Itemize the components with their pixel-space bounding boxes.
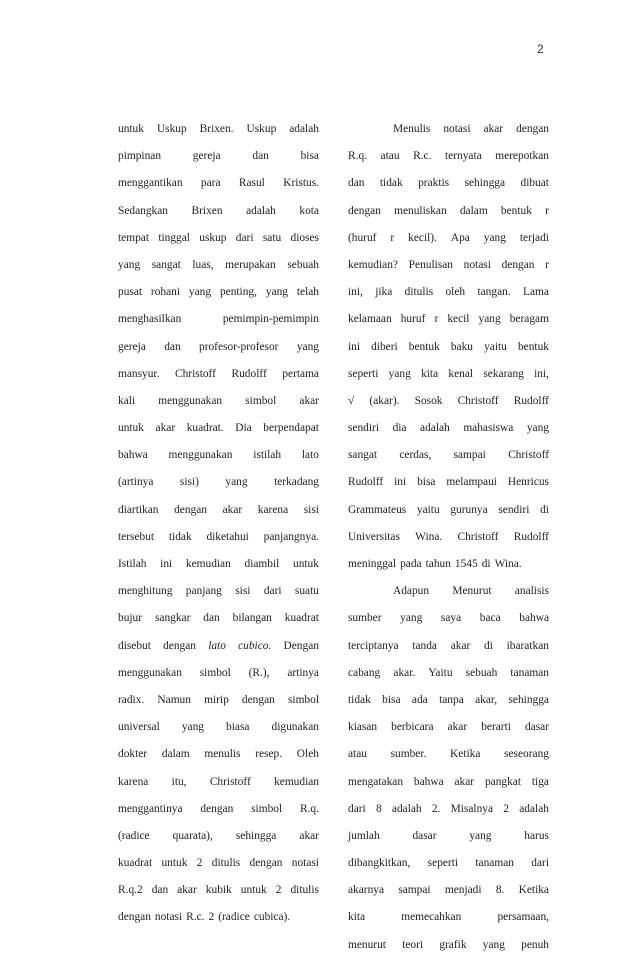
text-line: sumber yang saya baca bahwa bbox=[348, 612, 549, 625]
text-line: Rudolff ini bisa melampaui Henricus bbox=[348, 476, 549, 489]
text-line: (huruf r kecil). Apa yang terjadi bbox=[348, 231, 549, 244]
text-line: menghitung panjang sisi dari suatu bbox=[118, 585, 319, 598]
text-line: dari 8 adalah 2. Misalnya 2 adalah bbox=[348, 802, 549, 815]
text-line: √ (akar). Sosok Christoff Rudolff bbox=[348, 394, 549, 407]
text-line: radix. Namun mirip dengan simbol bbox=[118, 693, 319, 706]
left-text-column bbox=[118, 120, 319, 936]
text-line: untuk akar kuadrat. Dia berpendapat bbox=[118, 422, 319, 435]
text-line: sangat cerdas, sampai Christoff bbox=[348, 449, 549, 462]
text-line: dibangkitkan, seperti tanaman dari bbox=[348, 857, 549, 870]
text-line: menghasilkan pemimpin-pemimpin bbox=[118, 313, 319, 326]
text-line: kemudian? Penulisan notasi dengan r bbox=[348, 258, 549, 271]
text-line: meninggal pada tahun 1545 di Wina. bbox=[348, 558, 522, 570]
text-line: dan tidak praktis sehingga dibuat bbox=[348, 177, 549, 190]
text-line: Adapun Menurut analisis bbox=[393, 585, 549, 598]
text-line: untuk Uskup Brixen. Uskup adalah bbox=[118, 123, 319, 135]
text-line: pusat rohani yang penting, yang telah bbox=[118, 286, 319, 299]
text-line: R.q. atau R.c. ternyata merepotkan bbox=[348, 150, 549, 163]
text-line: cabang akar. Yaitu sebuah tanaman bbox=[348, 666, 549, 679]
text-line: kita memecahkan persamaan, bbox=[348, 911, 549, 924]
text-line: jumlah dasar yang harus bbox=[348, 829, 549, 842]
text-line: bahwa menggunakan istilah lato bbox=[118, 449, 319, 462]
text-line: diartikan dengan akar karena sisi bbox=[118, 503, 319, 516]
text-line: kuadrat untuk 2 ditulis dengan notasi bbox=[118, 857, 319, 870]
text-line: menggunakan simbol (R.), artinya bbox=[118, 666, 319, 679]
text-line: Universitas Wina. Christoff Rudolff bbox=[348, 530, 549, 543]
text-line: seperti yang kita kenal sekarang ini, bbox=[348, 367, 549, 380]
text-line: dokter dalam menulis resep. Oleh bbox=[118, 748, 319, 761]
text-line: (artinya sisi) yang terkadang bbox=[118, 476, 319, 489]
text-line: tempat tinggal uskup dari satu dioses bbox=[118, 231, 319, 244]
text-line: menurut teori grafik yang penuh bbox=[348, 938, 549, 951]
text-line: ini, jika ditulis oleh tangan. Lama bbox=[348, 286, 549, 299]
text-line: (radice quarata), sehingga akar bbox=[118, 829, 319, 842]
text-line: yang sangat luas, merupakan sebuah bbox=[118, 258, 319, 271]
text-line: tidak bisa ada tanpa akar, sehingga bbox=[348, 693, 549, 706]
text-line: atau sumber. Ketika seseorang bbox=[348, 748, 549, 761]
text-line: tersebut tidak diketahui panjangnya. bbox=[118, 530, 319, 543]
text-line: mansyur. Christoff Rudolff pertama bbox=[118, 367, 319, 380]
text-line: pimpinan gereja dan bisa bbox=[118, 150, 319, 163]
text-line: Sedangkan Brixen adalah kota bbox=[118, 204, 319, 217]
text-line: kiasan berbicara akar berarti dasar bbox=[348, 721, 549, 734]
page-number: 2 bbox=[537, 42, 544, 56]
text-line: kali menggunakan simbol akar bbox=[118, 394, 319, 407]
text-line: bujur sangkar dan bilangan kuadrat bbox=[118, 612, 319, 625]
text-line: akarnya sampai menjadi 8. Ketika bbox=[348, 884, 549, 897]
text-line: terciptanya tanda akar di ibaratkan bbox=[348, 639, 549, 652]
text-line: menggantikan para Rasul Kristus. bbox=[118, 177, 319, 190]
text-line: Grammateus yaitu gurunya sendiri di bbox=[348, 503, 549, 516]
text-line: disebut dengan lato cubico. Dengan bbox=[118, 639, 319, 652]
text-line: Istilah ini kemudian diambil untuk bbox=[118, 558, 319, 570]
text-line: dengan menuliskan dalam bentuk r bbox=[348, 204, 549, 217]
text-line: mengatakan bahwa akar pangkat tiga bbox=[348, 775, 549, 788]
right-text-column bbox=[348, 120, 549, 963]
text-line: karena itu, Christoff kemudian bbox=[118, 775, 319, 788]
text-line: ini diberi bentuk baku yaitu bentuk bbox=[348, 340, 549, 353]
text-line: Menulis notasi akar dengan bbox=[393, 123, 549, 135]
text-line: menggantinya dengan simbol R.q. bbox=[118, 802, 319, 815]
text-line: gereja dan profesor-profesor yang bbox=[118, 340, 319, 353]
text-line: universal yang biasa digunakan bbox=[118, 721, 319, 734]
text-line: R.q.2 dan akar kubik untuk 2 ditulis bbox=[118, 884, 319, 897]
text-line: sendiri dia adalah mahasiswa yang bbox=[348, 422, 549, 435]
text-line: kelamaan huruf r kecil yang beragam bbox=[348, 313, 549, 326]
text-line: dengan notasi R.c. 2 (radice cubica). bbox=[118, 911, 291, 924]
